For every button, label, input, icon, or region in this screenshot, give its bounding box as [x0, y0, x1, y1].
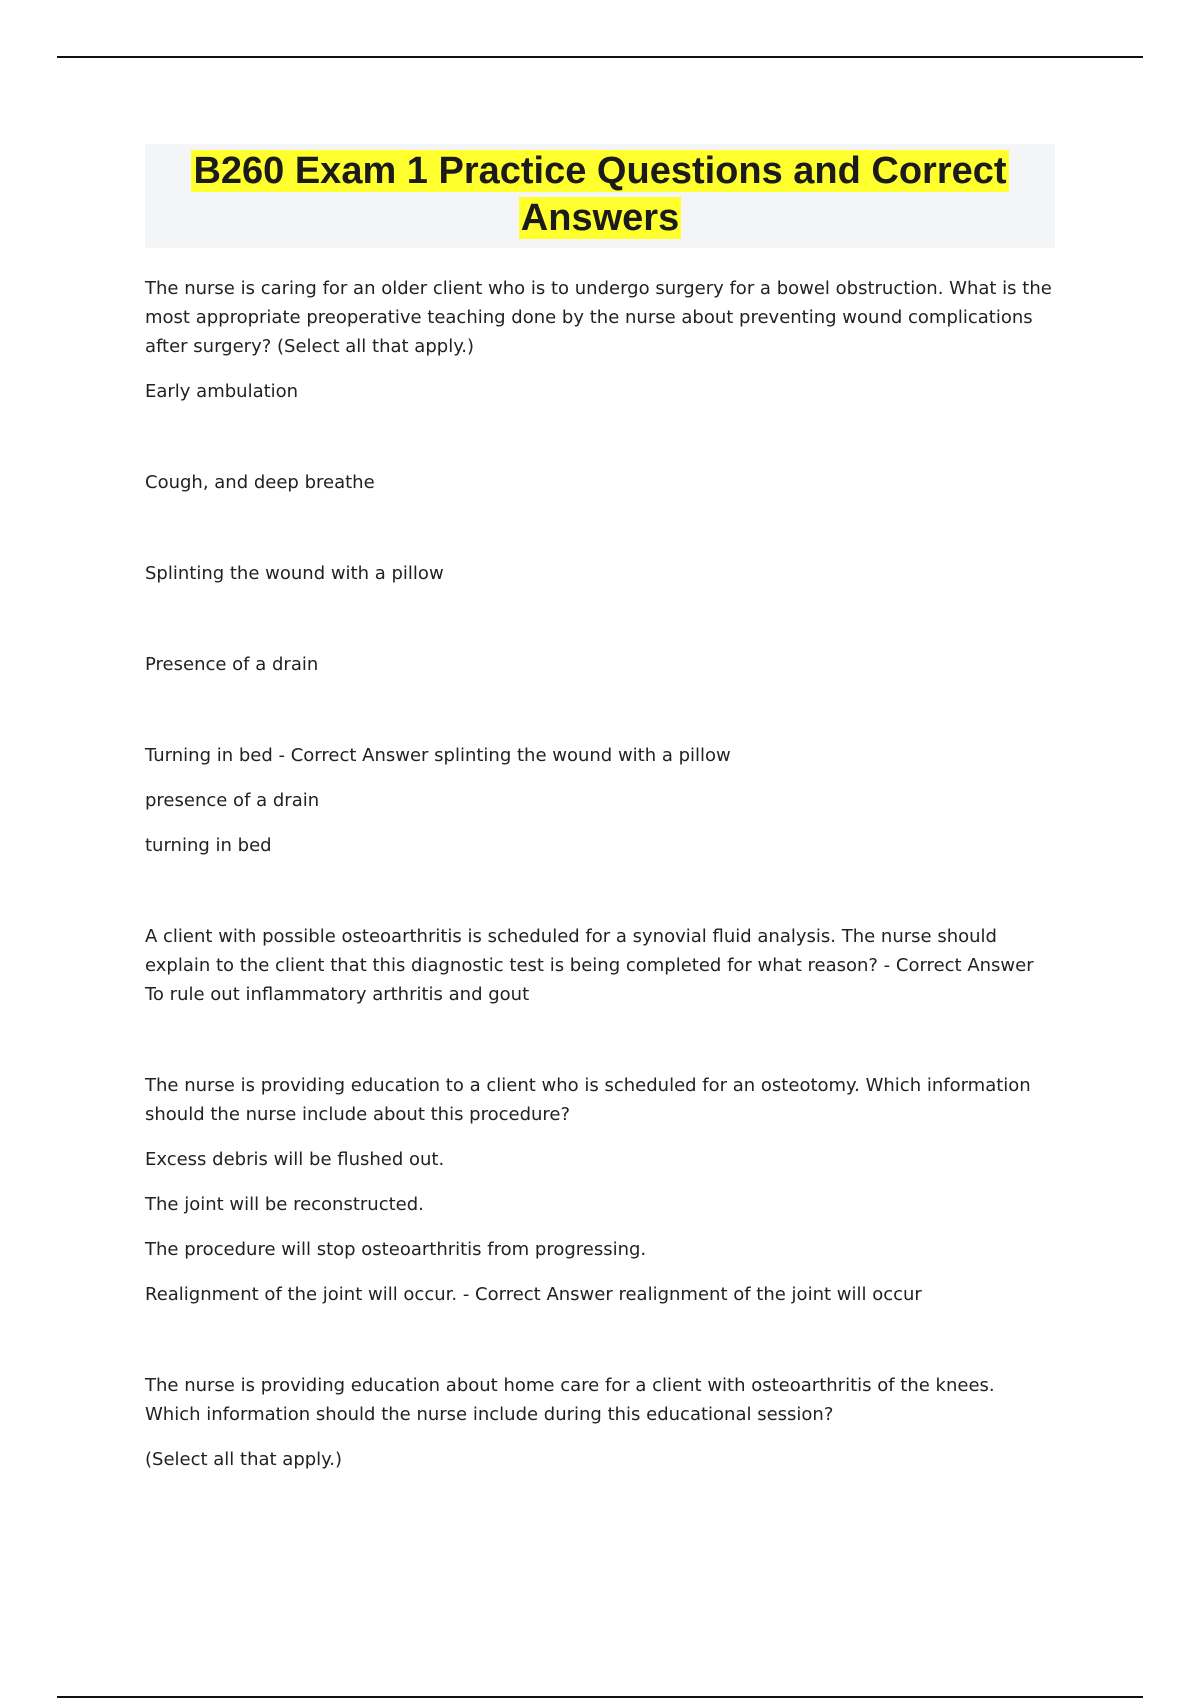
- q1-option-drain: Presence of a drain: [145, 654, 319, 675]
- bottom-rule: [57, 1696, 1143, 1698]
- q4-select-all-note: (Select all that apply.): [145, 1449, 343, 1470]
- document-title: B260 Exam 1 Practice Questions and Correct Answers: [193, 150, 1007, 239]
- question-1: The nurse is caring for an older client who is to undergo surgery for a bowel obstruction. What is the most appropriate preoperative teaching done by the nurse about preventing wound complications after surgery? (Select all that apply.): [145, 278, 1052, 357]
- top-rule: [57, 56, 1143, 58]
- question-2: A client with possible osteoarthritis is scheduled for a synovial fluid analysis. The nurse should explain to the client that this diagnostic test is being completed for what reason? - Correct Answer To rule out inflammatory arthritis and gout: [145, 926, 1034, 1005]
- q1-answer-turning: turning in bed: [145, 835, 272, 856]
- question-3: The nurse is providing education to a client who is scheduled for an osteotomy. Which information should the nurse include about this procedure?: [145, 1075, 1031, 1125]
- q1-option-turning-with-answer: Turning in bed - Correct Answer splinting the wound with a pillow: [145, 745, 731, 766]
- document-page: [145, 144, 1055, 1474]
- document-body: [145, 274, 1055, 1474]
- question-4: The nurse is providing education about home care for a client with osteoarthritis of the knees. Which information should the nurse include during this educational session?: [145, 1375, 995, 1425]
- q1-option-cough-deep-breathe: Cough, and deep breathe: [145, 472, 375, 493]
- q1-option-early-ambulation: Early ambulation: [145, 381, 299, 402]
- q3-option-stop-progressing: The procedure will stop osteoarthritis from progressing.: [145, 1239, 647, 1260]
- q3-option-debris: Excess debris will be flushed out.: [145, 1149, 445, 1170]
- q1-answer-drain: presence of a drain: [145, 790, 320, 811]
- q3-option-realignment-with-answer: Realignment of the joint will occur. - Correct Answer realignment of the joint will occur: [145, 1284, 922, 1305]
- title-block: [145, 144, 1055, 248]
- q3-option-reconstructed: The joint will be reconstructed.: [145, 1194, 424, 1215]
- q1-option-splinting: Splinting the wound with a pillow: [145, 563, 444, 584]
